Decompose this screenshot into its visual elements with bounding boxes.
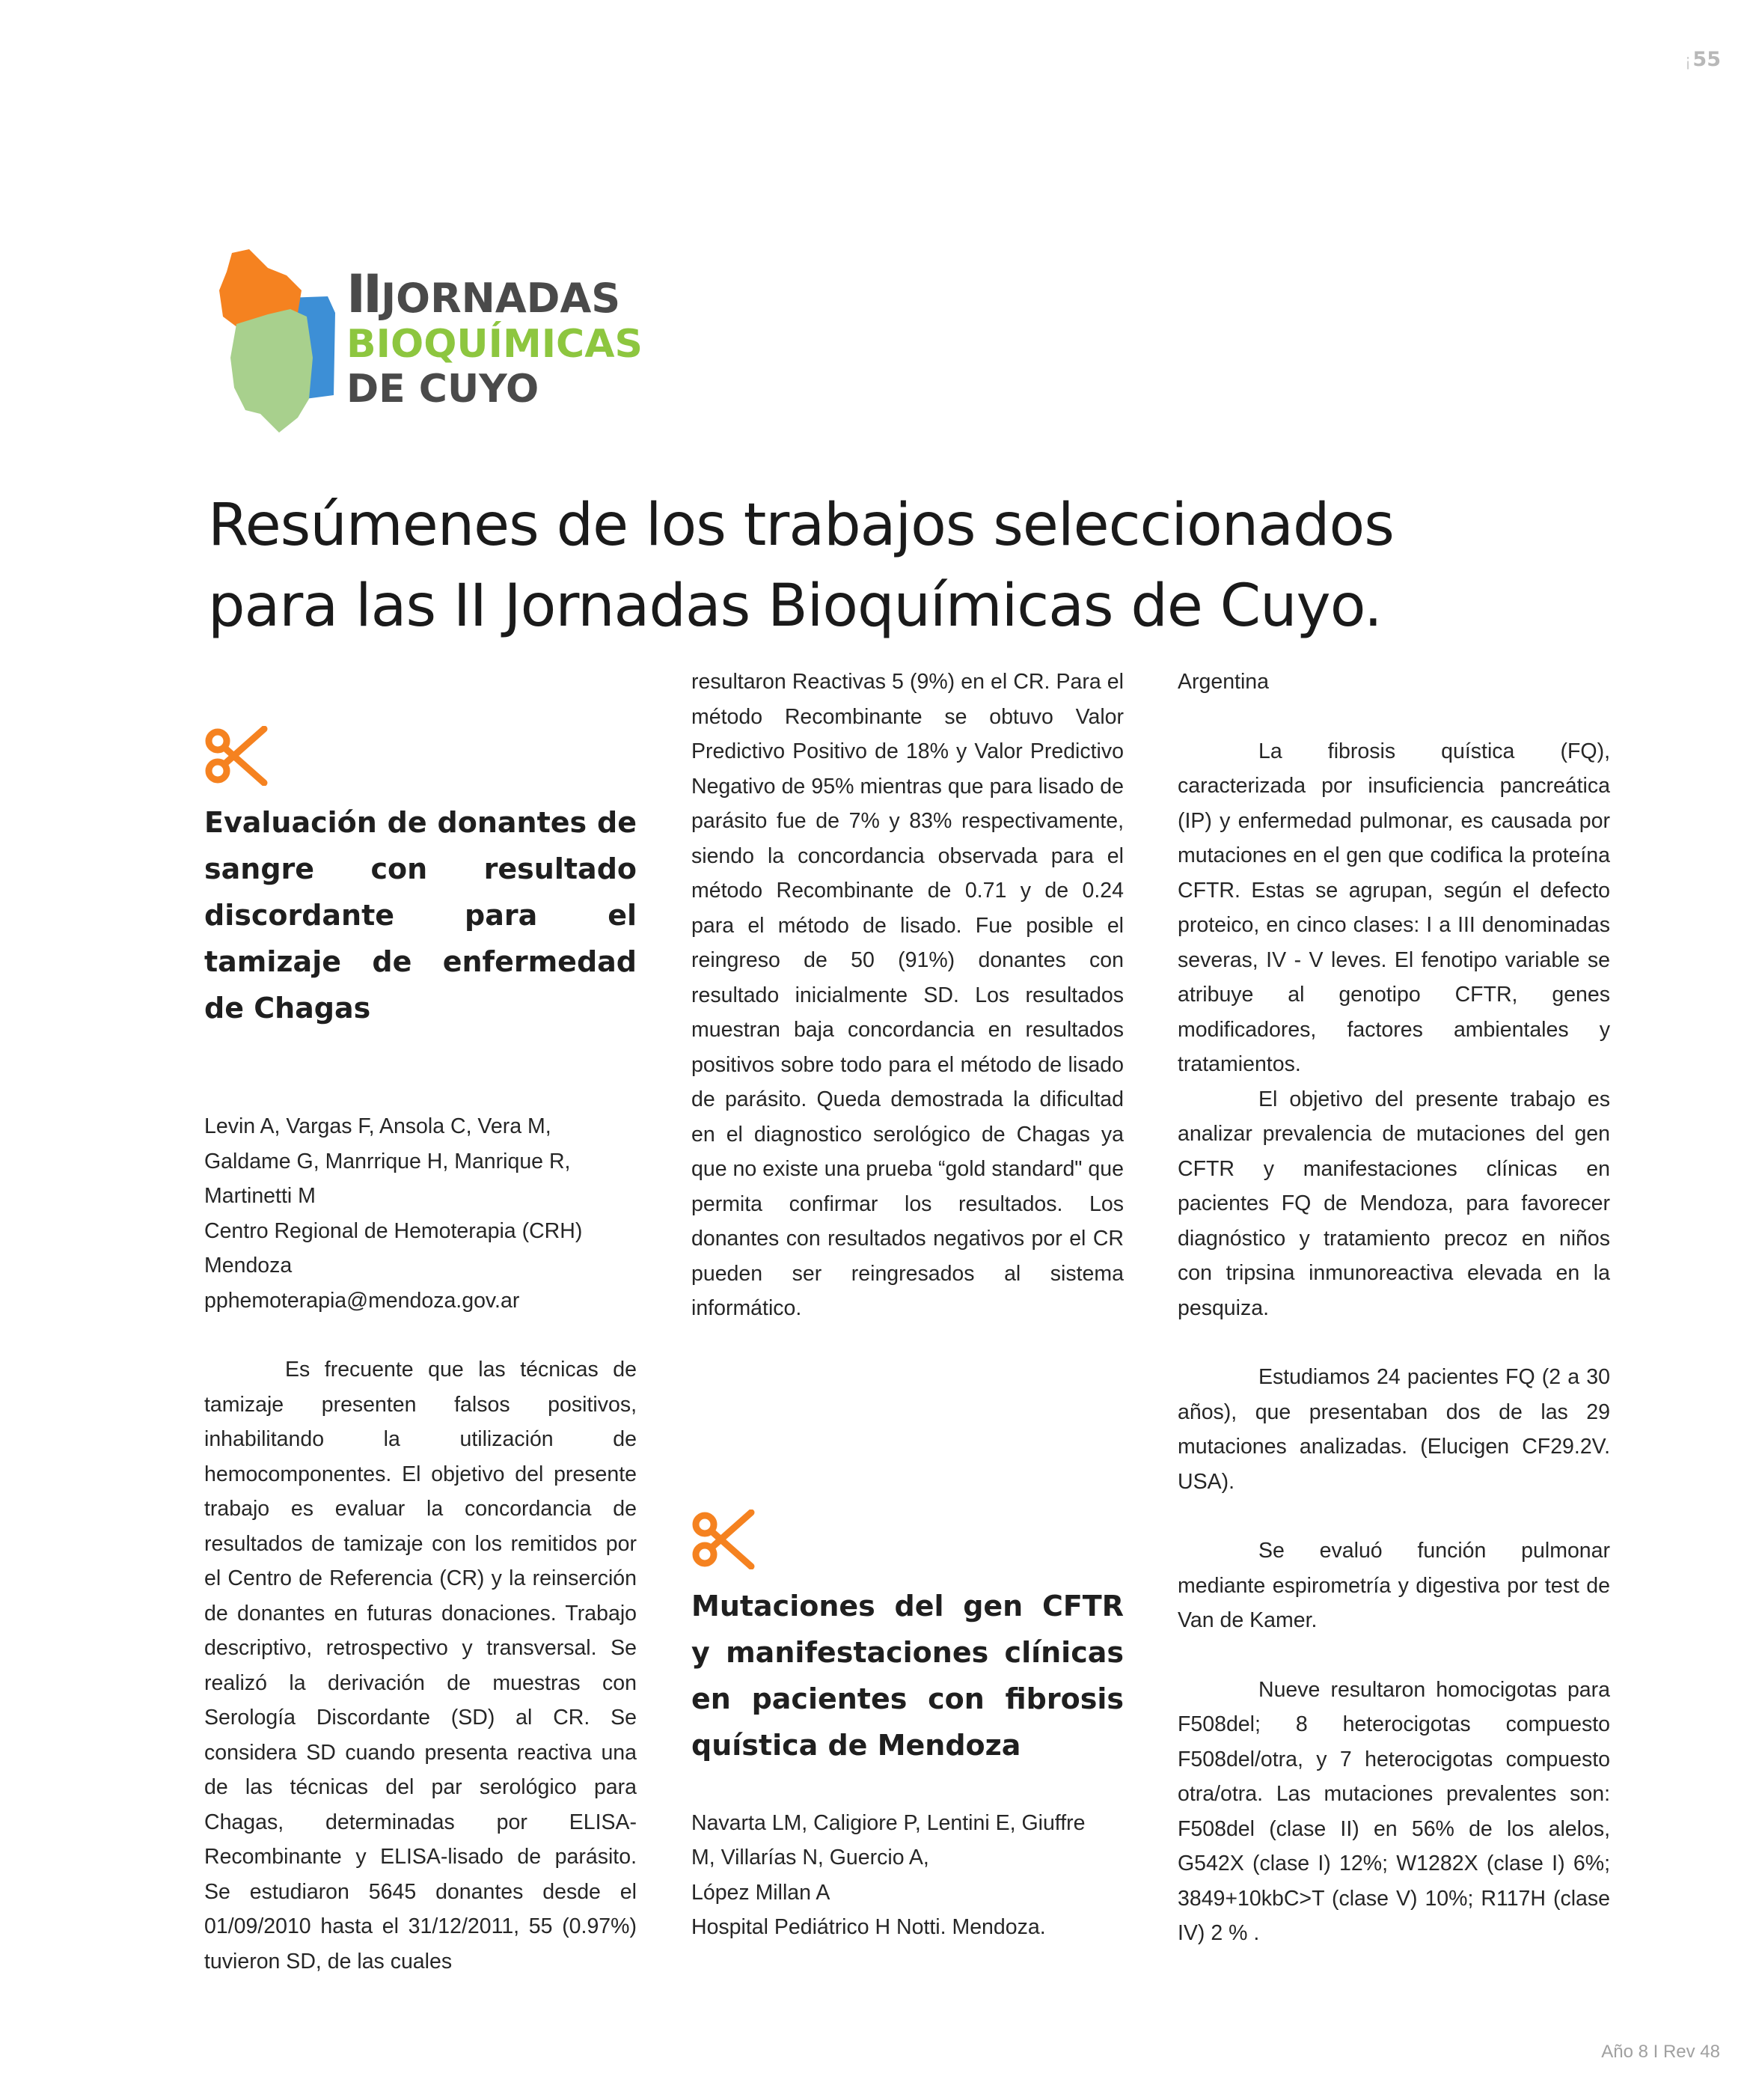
article-2-paragraph-5: Nueve resultaron homocigotas para F508del; 8 heterocigotas compuesto F508del/otra, y 7 heterocigotas compuesto otra/otra. Las mutaciones prevalentes son: F508del (clase II) en 56% de los alelos, G542X (clase I) 12%; W1282X (clase I) 6%; 3849+10kbC>T (clase V) 10%; R117H (clase IV) 2 % . (1178, 1677, 1610, 1945)
page-title: Resúmenes de los trabajos seleccionados para las II Jornadas Bioquímicas de Cuyo. (208, 492, 1394, 640)
article-2-paragraph-3: Estudiamos 24 pacientes FQ (2 a 30 años), que presentaban dos de las 29 mutaciones analizadas. (Elucigen CF29.2V. USA). (1178, 1365, 1610, 1494)
scissors-icon (691, 1510, 756, 1569)
article-1-body-part2: resultaron Reactivas 5 (9%) en el CR. Para el método Recombinante se obtuvo Valor Predictivo Positivo de 18% y Valor Predictivo Negativo de 95% mientras que para lisado de parásito fue de 7% y 83% respectivamente, siendo la concordancia observada para el método Recombinante de 0.71 y de 0.24 para el método de lisado. Fue posible el reingreso de 50 (91%) donantes con resultado inicialmente SD. Los resultados muestran baja concordancia en resultados positivos sobre todo para el método de lisado de parásito. Queda demostrada la dificultad en el diagnostico serológico de Chagas ya que no existe una prueba “gold standard" que permita confirmar los resultados. Los donantes con resultados negativos por el CR pueden ser reingresados al sistema informático. (691, 670, 1124, 1320)
article-2-paragraph-4: Se evaluó función pulmonar mediante espirometría y digestiva por test de Van de Kamer. (1178, 1539, 1610, 1632)
logo-green-region (230, 309, 313, 433)
article-2-affiliation-country: Argentina (1178, 670, 1270, 694)
article-1-authors: Levin A, Vargas F, Ansola C, Vera M, Galdame G, Manrrique H, Manrique R, Martinetti M (204, 1114, 571, 1208)
cuyo-map-logo-graphic (215, 245, 350, 448)
page-number: ¡55 (1684, 48, 1721, 71)
column-2 (691, 665, 1124, 1945)
article-2-title: Mutaciones del gen CFTR y manifestaciones clínicas en pacientes con fibrosis quística de Mendoza (691, 1589, 1124, 1762)
column-1 (204, 665, 637, 1979)
article-2-paragraph-2: El objetivo del presente trabajo es analizar prevalencia de mutaciones del gen CFTR y manifestaciones clínicas en pacientes FQ de Mendoza, para favorecer diagnóstico y tratamiento precoz en niños con tripsina inmunoreactiva elevada en la pesquiza. (1178, 1087, 1610, 1320)
article-1-affiliation: Centro Regional de Hemoterapia (CRH) Mendoza pphemoterapia@mendoza.gov.ar (204, 1218, 583, 1313)
article-2-affiliation: Hospital Pediátrico H Notti. Mendoza. (691, 1915, 1046, 1939)
article-1-title: Evaluación de donantes de sangre con resultado discordante para el tamizaje de enfermedad de Chagas (204, 806, 637, 1025)
footer-issue: Año 8 I Rev 48 (1601, 2042, 1720, 2062)
article-1-body-part1: Es frecuente que las técnicas de tamizaje presenten falsos positivos, inhabilitando la utilización de hemocomponentes. El objetivo del presente trabajo es evaluar la concordancia de resultados de tamizaje con los remitidos por el Centro de Referencia (CR) y la reinserción de donantes en futuras donaciones. Trabajo descriptivo, retrospectivo y transversal. Se realizó la derivación de muestras con Serología Discordante (SD) al CR. Se considera SD cuando presenta reactiva una de las técnicas del par serológico para Chagas, determinadas por ELISA-Recombinante y ELISA-lisado de parásito. Se estudiaron 5645 donantes desde el 01/09/2010 hasta el 31/12/2011, 55 (0.97%) tuvieron SD, de las cuales (204, 1358, 637, 1974)
article-2-paragraph-1: La fibrosis quística (FQ), caracterizada por insuficiencia pancreática (IP) y enfermedad pulmonar, es causada por mutaciones en el gen que codifica la proteína CFTR. Estas se agrupan, según el defecto proteico, en cinco clases: I a III denominadas severas, IV - V leves. El fenotipo variable se atribuye al genotipo CFTR, genes modificadores, factores ambientales y tratamientos. (1178, 739, 1610, 1076)
article-2-authors: Navarta LM, Caligiore P, Lentini E, Giuffre M, Villarías N, Guercio A, López Millan A (691, 1810, 1086, 1905)
column-3 (1178, 665, 1610, 1951)
scissors-icon (204, 726, 269, 786)
jornadas-logo (215, 245, 643, 449)
logo-text: IIJORNADAS BIOQUÍMICAS DE CUYO (346, 263, 643, 412)
